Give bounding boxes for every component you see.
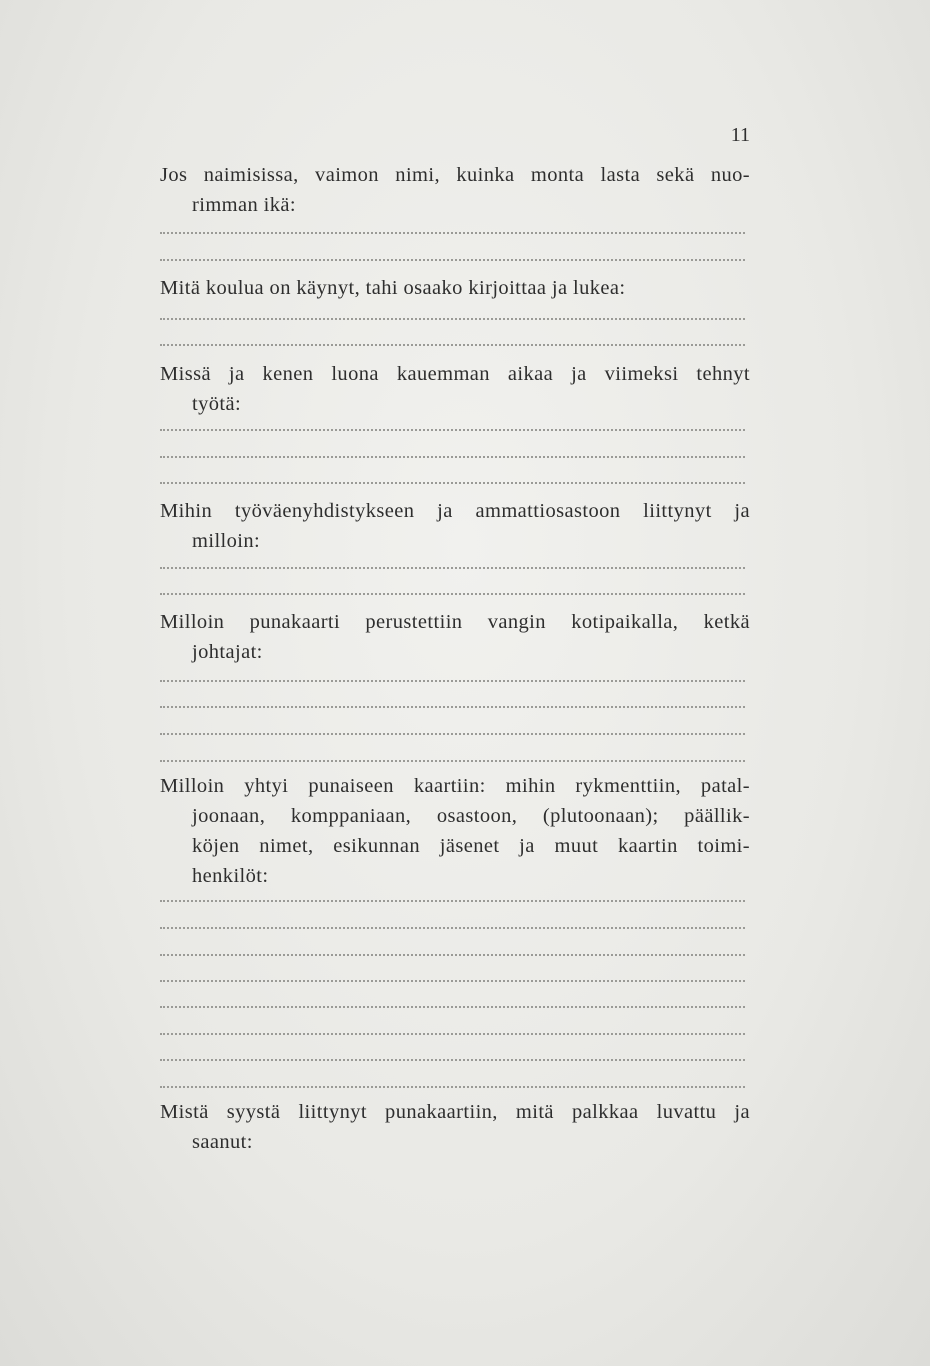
question-line: Mihin työväenyhdistykseen ja ammattiosastoon liittynyt ja bbox=[160, 500, 750, 522]
answer-line[interactable] bbox=[160, 344, 745, 346]
question-line: johtajat: bbox=[192, 641, 263, 663]
answer-line[interactable] bbox=[160, 900, 745, 902]
page-number: 11 bbox=[730, 124, 750, 146]
answer-line[interactable] bbox=[160, 1086, 745, 1088]
question-line: rimman ikä: bbox=[192, 194, 297, 216]
answer-line[interactable] bbox=[160, 232, 745, 234]
question-schooling bbox=[160, 273, 750, 303]
answer-line[interactable] bbox=[160, 456, 745, 458]
question-line: Milloin punakaarti perustettiin vangin kotipaikalla, ketkä bbox=[160, 611, 750, 633]
answer-line[interactable] bbox=[160, 1006, 745, 1008]
answer-line[interactable] bbox=[160, 980, 745, 982]
question-line: henkilöt: bbox=[192, 865, 269, 887]
question-reason-pay bbox=[160, 1097, 750, 1157]
question-line: Mitä koulua on käynyt, tahi osaako kirjoittaa ja lukea: bbox=[160, 277, 626, 299]
answer-line[interactable] bbox=[160, 1059, 745, 1061]
question-line: Missä ja kenen luona kauemman aikaa ja viimeksi tehnyt bbox=[160, 363, 750, 385]
question-spouse-children bbox=[160, 160, 750, 220]
question-union-membership bbox=[160, 496, 750, 556]
question-line: työtä: bbox=[192, 393, 242, 415]
answer-line[interactable] bbox=[160, 680, 745, 682]
question-line: Jos naimisissa, vaimon nimi, kuinka monta lasta sekä nuo- bbox=[160, 164, 750, 186]
answer-line[interactable] bbox=[160, 482, 745, 484]
answer-line[interactable] bbox=[160, 259, 745, 261]
question-red-guard-unit bbox=[160, 771, 750, 891]
question-line: Milloin yhtyi punaiseen kaartiin: mihin rykmenttiin, patal- bbox=[160, 775, 750, 797]
question-red-guard-founding bbox=[160, 607, 750, 667]
question-employment bbox=[160, 359, 750, 419]
answer-line[interactable] bbox=[160, 593, 745, 595]
question-line: Mistä syystä liittynyt punakaartiin, mitä palkkaa luvattu ja bbox=[160, 1101, 750, 1123]
answer-line[interactable] bbox=[160, 567, 745, 569]
answer-line[interactable] bbox=[160, 1033, 745, 1035]
answer-line[interactable] bbox=[160, 927, 745, 929]
question-line: joonaan, komppaniaan, osastoon, (plutoonaan); päällik- bbox=[192, 805, 750, 827]
answer-line[interactable] bbox=[160, 954, 745, 956]
answer-line[interactable] bbox=[160, 318, 745, 320]
question-line: köjen nimet, esikunnan jäsenet ja muut kaartin toimi- bbox=[192, 835, 750, 857]
question-line: saanut: bbox=[192, 1131, 253, 1153]
answer-line[interactable] bbox=[160, 733, 745, 735]
answer-line[interactable] bbox=[160, 760, 745, 762]
answer-line[interactable] bbox=[160, 429, 745, 431]
answer-line[interactable] bbox=[160, 706, 745, 708]
question-line: milloin: bbox=[192, 530, 261, 552]
